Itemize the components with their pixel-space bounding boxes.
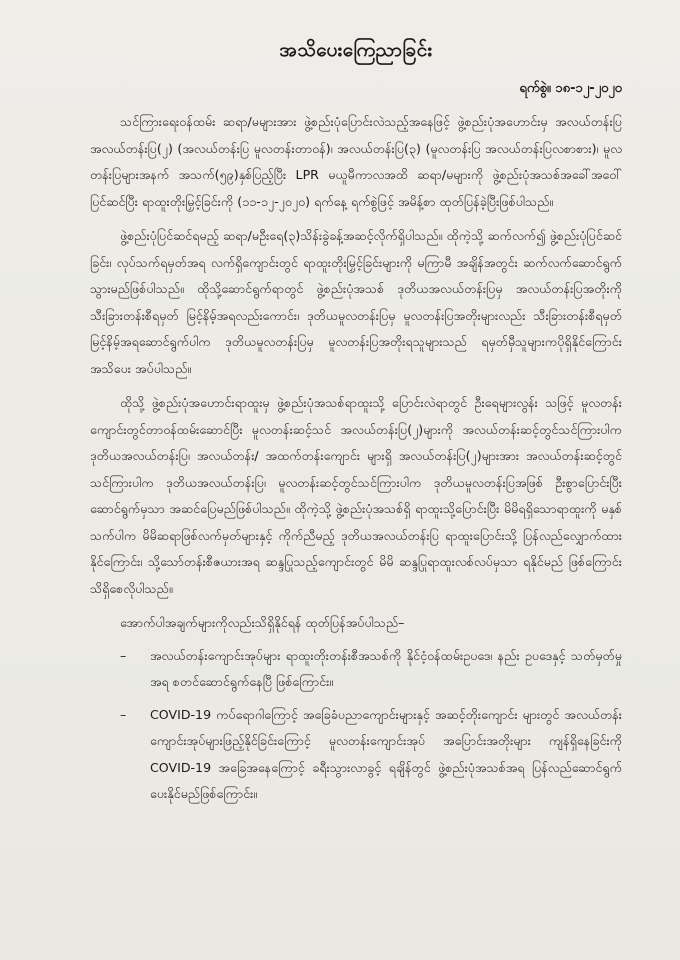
list-item bbox=[90, 702, 622, 808]
paragraph-3: ထိုသို့ ဖွဲ့စည်းပုံအဟောင်းရာထူးမှ ဖွဲ့စည်းပုံအသစ်ရာထူးသို့ ပြောင်းလဲရာတွင် ဦးရေများလွန်း သဖြင့် မူလတန်းကျောင်းတွင်တာဝန်ထမ်းဆောင်ပြီး မူလတန်းဆင့်သင် အလယ်တန်းပြ(၂)များကို အလယ်တန်းဆင့်တွင်သင်ကြားပါက ဒုတိယအလယ်တန်းပြ၊ အလယ်တန်း/ အထက်တန်းကျောင်း များရှိ အလယ်တန်းပြ(၂)များအား အလယ်တန်းဆင့်တွင်သင်ကြားပါက ဒုတိယအလယ်တန်းပြ၊ မူလတန်းဆင့်တွင်သင်ကြားပါက ဒုတိယမူလတန်းပြအဖြစ် ဦးစွာပြောင်းပြီး ဆောင်ရွက်မှသာ အဆင်ပြေမည်ဖြစ်ပါသည်။ ထိုကဲ့သို့ ဖွဲ့စည်းပုံအသစ်ရှိ ရာထူးသို့ပြောင်းပြီး မိမိရရှိသောရာထူးကို မနှစ်သက်ပါက မိမိဆရာဖြစ်လက်မှတ်များနှင့် ကိုက်ညီမည့် ဒုတိယအလယ်တန်းပြ ရာထူးပြောင်းသို့ ပြန်လည်လျှောက်ထားနိုင်ကြောင်း၊ သို့သော်တန်းစီဇယားအရ ဆန္ဒပြုသည့်ကျောင်းတွင် မိမိ ဆန္ဒပြုရာထူးလစ်လပ်မှသာ ရနိုင်မည် ဖြစ်ကြောင်း သိရှိစေလိုပါသည်။ bbox=[90, 395, 622, 596]
paragraph-1: သင်ကြားရေးဝန်ထမ်း ဆရာ/မများအား ဖွဲ့စည်းပုံပြောင်းလဲသည့်အနေဖြင့် ဖွဲ့စည်းပုံအဟောင်းမှ အလယ်တန်းပြ အလယ်တန်းပြ(၂) (အလယ်တန်းပြ မူလတန်းတာဝန်)၊ အလယ်တန်းပြ(၃) (မူလတန်းပြ အလယ်တန်းပြလစာစား)၊ မူလတန်းပြများအနက် အသက်(၅၉)နှစ်ပြည့်ပြီး LPR မယူမီကာလအထိ ဆရာ/မများကို ဖွဲ့စည်းပုံအသစ်အခေါ်အဝေါ်ပြင်ဆင်ပြီး ရာထူးတိုးမြှင့်ခြင်းကို (၁၁-၁၂-၂၀၂၀) ရက်နေ့ ရက်စွဲဖြင့် အမိန့်စာ ထုတ်ပြန်ခဲ့ပြီးဖြစ်ပါသည်။ bbox=[90, 114, 622, 209]
bullet-text-2: COVID-19 ကပ်ရောဂါကြောင့် အခြေခံပညာကျောင်းများနှင့် အဆင့်တိုးကျောင်း များတွင် အလယ်တန်းကျောင်းအုပ်များဖြည့်နိုင်ခြင်းကြောင့် မူလတန်းကျောင်းအုပ် အပြောင်းအတိုးများ ကျန်ရှိနေခြင်းကို COVID-19 အခြေအနေကြောင့် ခရီးသွားလာခွင့် ရချိန်တွင် ဖွဲ့စည်းပုံအသစ်အရ ပြန်လည်ဆောင်ရွက်ပေးနိုင်မည်ဖြစ်ကြောင်း။ bbox=[150, 706, 622, 801]
dash-marker: – bbox=[120, 706, 127, 722]
intro-line: အောက်ပါအချက်များကိုလည်းသိရှိနိုင်ရန် ထုတ်ပြန်အပ်ပါသည်– bbox=[120, 615, 405, 630]
bullet-list bbox=[90, 643, 622, 808]
dash-marker: – bbox=[120, 647, 127, 663]
list-item bbox=[90, 643, 622, 696]
bullet-text-1: အလယ်တန်းကျောင်းအုပ်များ ရာထူးတိုးတန်းစီအသစ်ကို နိုင်ငံ့ဝန်ထမ်းဥပဒေ၊ နည်း ဥပဒေနှင့် သတ်မှတ်မှုအရ စတင်ဆောင်ရွက်နေပြီ ဖြစ်ကြောင်း။ bbox=[150, 647, 622, 689]
announcement-date: ရက်စွဲ။ ၁၈-၁၂-၂၀၂၀ bbox=[519, 81, 622, 96]
announcement-title: အသိပေးကြေညာခြင်း bbox=[279, 39, 433, 61]
paragraph-2: ဖွဲ့စည်းပုံပြင်ဆင်ရမည့် ဆရာ/မဦးရေ(၃)သိန်းခွဲခန့်အဆင့်လိုက်ရှိပါသည်။ ထိုကဲ့သို့ ဆက်လက်၍ ဖွဲ့စည်းပုံပြင်ဆင်ခြင်း၊ လုပ်သက်ရမှတ်အရ လက်ရှိကျောင်းတွင် ရာထူးတိုးမြှင့်ခြင်းများကို မကြာမီ အချိန်အတွင်း ဆက်လက်ဆောင်ရွက်သွားမည်ဖြစ်ပါသည်။ ထိုသို့ဆောင်ရွက်ရာတွင် ဖွဲ့စည်းပုံအသစ် ဒုတိယအလယ်တန်းပြမှ အလယ်တန်းပြအတိုးကို သီးခြားတန်းစီရမှတ် မြင့်နိမ့်အရလည်းကောင်း၊ ဒုတိယမူလတန်းပြမှ မူလတန်းပြအတိုးများလည်း သီးခြားတန်းစီရမှတ်မြင့်နိမ့်အရဆောင်ရွက်ပါက ဒုတိယမူလတန်းပြမှ မူလတန်းပြအတိုးရသူများသည် ရမှတ်မှီသူများကပိုရှိနိုင်ကြောင်း အသိပေး အပ်ပါသည်။ bbox=[90, 228, 622, 376]
